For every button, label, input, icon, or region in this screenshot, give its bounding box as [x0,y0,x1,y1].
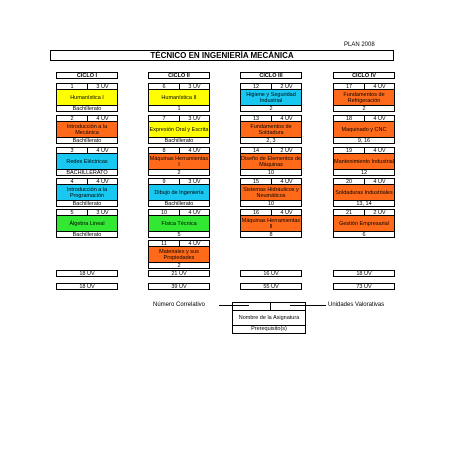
course-20 [333,178,395,207]
course-prerequisite: 5 [148,231,210,238]
uv-cycle-1: 18 UV [56,270,118,277]
course-number: 1 [57,84,88,89]
course-name: Dibujo de Ingeniería [148,185,210,200]
course-prerequisite: 13, 14 [333,200,395,207]
course-number: 10 [149,210,180,215]
course-5 [56,209,118,238]
legend-prerequisite: Prerequisito(s) [251,326,287,332]
cycle-header-1: CICLO I [56,72,118,79]
course-header [333,83,395,90]
course-header [240,83,302,90]
course-14 [240,147,302,176]
course-prerequisite: Bachillerato [56,231,118,238]
course-prerequisite: Bachillerato [56,200,118,207]
course-uv: 2 UV [280,148,293,154]
course-2 [56,115,118,144]
course-number: 14 [241,148,272,153]
course-name: Fundamentos de Refrigeración [333,90,395,105]
uv-cumulative-4: 73 UV [333,283,395,290]
course-header [56,178,118,185]
plan-label: PLAN 2008 [344,42,375,48]
course-uv: 3 UV [188,116,201,122]
course-18 [333,115,395,144]
course-prerequisite: 2 [148,262,210,269]
course-header [333,115,395,122]
course-name: Sistemas Hidráulicos y Neumáticos [240,185,302,200]
course-uv: 2 UV [280,84,293,90]
course-4 [56,178,118,207]
cycle-header-3: CICLO III [240,72,302,79]
course-uv: 4 UV [188,210,201,216]
course-name: Física Técnica [148,216,210,231]
course-name: Diseño de Elementos de Máquinas [241,155,301,168]
course-uv: 3 UV [96,84,109,90]
course-header [56,147,118,154]
course-name: Introducción a la Mecánica [56,122,118,137]
course-prerequisite: Bachillerato [56,105,118,112]
course-9 [148,178,210,207]
course-name: Álgebra Lineal [56,216,118,231]
course-prerequisite: 12 [333,169,395,176]
course-prerequisite: 2 [148,169,210,176]
course-prerequisite: 2 [240,105,302,112]
cycle-header-2: CICLO II [148,72,210,79]
uv-cumulative-3: 55 UV [240,283,302,290]
course-uv: 4 UV [373,179,386,185]
course-number: 19 [334,148,365,153]
course-header [240,147,302,154]
course-name: Humanística I [56,90,118,105]
uv-cumulative-2: 39 UV [148,283,210,290]
course-number: 9 [149,179,180,184]
course-number: 11 [149,241,180,246]
course-prerequisite: Bachillerato [56,137,118,144]
course-uv: 2 UV [373,210,386,216]
course-header [148,178,210,185]
course-name: Soldaduras Industriales [333,185,395,200]
course-prerequisite: 2, 3 [240,137,302,144]
course-number: 15 [241,179,272,184]
course-uv: 3 UV [188,179,201,185]
course-7 [148,115,210,144]
course-17 [333,83,395,112]
course-number: 17 [334,84,365,89]
legend-left-label: Número Correlativo [153,302,206,308]
course-name: Expresión Oral y Escrita [148,122,210,137]
course-uv: 4 UV [96,179,109,185]
course-10 [148,209,210,238]
course-prerequisite: 9, 16 [333,137,395,144]
course-number: 16 [241,210,272,215]
course-number: 5 [57,210,88,215]
course-13 [240,115,302,144]
course-uv: 4 UV [373,148,386,154]
course-header [333,147,395,154]
legend-right-label: Unidades Valorativas [328,302,385,308]
uv-cumulative-1: 18 UV [56,283,118,290]
course-name: Máquinas Herramientas II [241,217,301,230]
uv-cycle-4: 18 UV [333,270,395,277]
course-number: 6 [149,84,180,89]
course-prerequisite: 10 [240,200,302,207]
course-8 [148,147,210,176]
course-21 [333,209,395,238]
course-header [148,240,210,247]
course-uv: 4 UV [373,116,386,122]
course-header [56,115,118,122]
course-uv: 3 UV [188,84,201,90]
course-header [333,178,395,185]
page-title: TÉCNICO EN INGENIERÍA MECÁNICA [50,50,394,61]
uv-cycle-2: 21 UV [148,270,210,277]
course-uv: 4 UV [96,148,109,154]
course-uv: 4 UV [373,84,386,90]
course-header [148,83,210,90]
course-name: Redes Eléctricas [56,154,118,169]
course-19 [333,147,395,176]
course-header [240,115,302,122]
course-prerequisite: 1 [148,105,210,112]
course-number: 3 [57,148,88,153]
course-name: Maquinado y CNC [333,122,395,137]
course-number: 8 [149,148,180,153]
course-number: 21 [334,210,365,215]
course-12 [240,83,302,112]
course-6 [148,83,210,112]
course-number: 7 [149,116,180,121]
course-name: Higiene y Seguridad Industrial [240,90,302,105]
course-header [56,83,118,90]
uv-cycle-3: 16 UV [240,270,302,277]
course-16 [240,209,302,238]
course-number: 13 [241,116,272,121]
course-uv: 4 UV [280,179,293,185]
course-15 [240,178,302,207]
course-uv: 4 UV [280,210,293,216]
course-3 [56,147,118,176]
course-number: 20 [334,179,365,184]
course-prerequisite: BACHILLERATO [56,169,118,176]
course-11 [148,240,210,269]
course-prerequisite: 6 [333,231,395,238]
course-header [240,178,302,185]
course-uv: 4 UV [280,116,293,122]
course-uv: 4 UV [188,241,201,247]
course-header [333,209,395,216]
course-number: 2 [57,116,88,121]
course-prerequisite: 2 [333,105,395,112]
course-header [148,209,210,216]
course-header [56,209,118,216]
legend-name: Nombre de la Asignatura [233,311,305,326]
course-name: Introducción a la Programación [56,185,118,200]
course-name: Máquinas Herramientas I [149,155,209,168]
course-1 [56,83,118,112]
course-uv: 4 UV [188,148,201,154]
legend-header [233,303,305,311]
course-uv: 4 UV [96,116,109,122]
legend-box [232,302,306,334]
course-name: Materiales y sus Propiedades [148,247,210,262]
course-number: 18 [334,116,365,121]
course-name: Fundamentos de Soldadura [240,122,302,137]
course-prerequisite: Bachillerato [148,137,210,144]
course-number: 12 [241,84,272,89]
course-prerequisite: 10 [240,169,302,176]
course-number: 4 [57,179,88,184]
course-name: Humanística II [148,90,210,105]
course-prerequisite: 8 [240,231,302,238]
course-name: Mantenimiento Industrial [333,154,395,169]
course-header [240,209,302,216]
course-uv: 3 UV [96,210,109,216]
course-prerequisite: Bachillerato [148,200,210,207]
cycle-header-4: CICLO IV [333,72,395,79]
course-name: Gestión Empresarial [333,216,395,231]
course-header [148,147,210,154]
course-header [148,115,210,122]
